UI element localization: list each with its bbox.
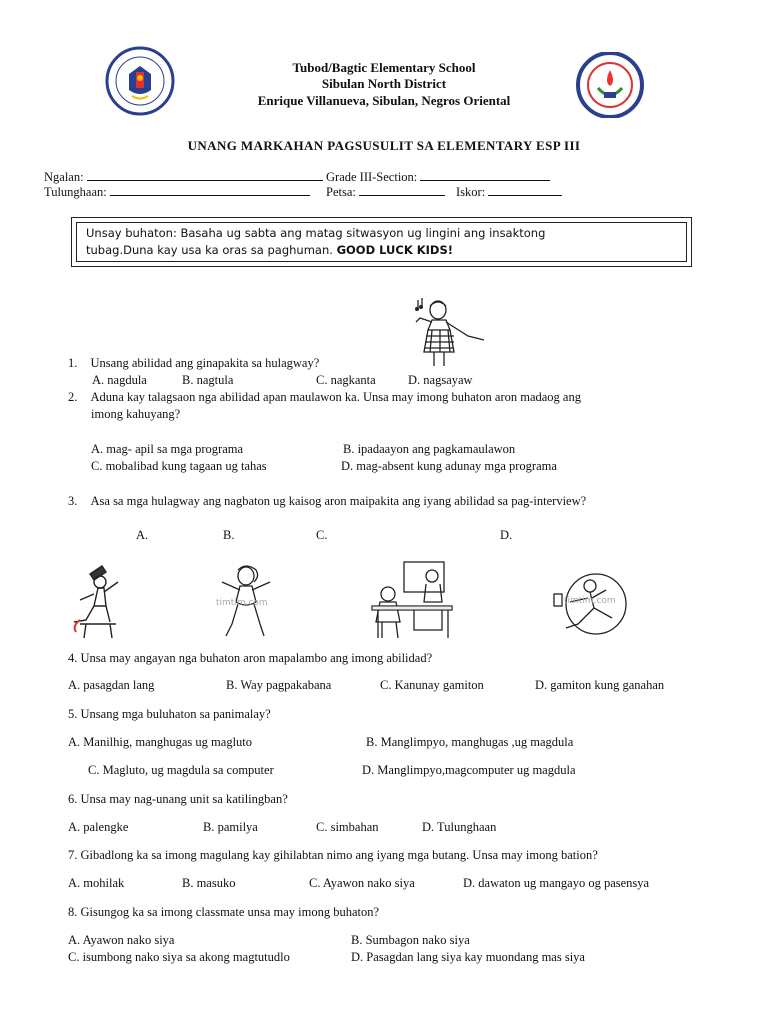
exam-title: UNANG MARKAHAN PAGSUSULIT SA ELEMENTARY ESP III bbox=[187, 138, 581, 153]
q8-choice-b[interactable]: B. Sumbagon nako siya bbox=[351, 933, 470, 947]
q7-choice-b[interactable]: B. masuko bbox=[182, 876, 236, 890]
q1-choice-c[interactable]: C. nagkanta bbox=[316, 373, 376, 387]
q3-picture-a[interactable] bbox=[50, 560, 138, 640]
iskor-label: Iskor: bbox=[456, 185, 486, 199]
watermark-d: timtim.com bbox=[564, 596, 616, 606]
iskor-line[interactable] bbox=[488, 184, 562, 196]
q4-choice-b[interactable]: B. Way pagpakabana bbox=[226, 678, 332, 692]
q1-text: Unsang abilidad ang ginapakita sa hulagway? bbox=[90, 356, 320, 370]
q3-picture-b[interactable] bbox=[208, 562, 284, 640]
q6-choice-a[interactable]: A. palengke bbox=[68, 820, 129, 834]
instructions-text1: Basaha ug sabta ang matag sitwasyon ug lingini ang insaktong bbox=[176, 226, 546, 240]
q5-choice-d[interactable]: D. Manglimpyo,magcomputer ug magdula bbox=[362, 763, 576, 777]
question-2 bbox=[68, 390, 581, 405]
q3-text: Asa sa mga hulagway ang nagbaton ug kaisog aron maipakita ang iyang abilidad sa pag-interview? bbox=[90, 494, 587, 508]
grade-label: Grade III-Section: bbox=[326, 170, 418, 184]
q2-text: Aduna kay talagsaon nga abilidad apan maulawon ka. Unsa may imong buhaton aron madaog ang bbox=[90, 390, 581, 404]
q2-choice-a[interactable]: A. mag- apil sa mga programa bbox=[91, 442, 244, 456]
ngalan-line[interactable] bbox=[87, 169, 323, 181]
q3-choice-b[interactable]: B. bbox=[223, 528, 235, 542]
instructions bbox=[86, 225, 681, 259]
q1-choice-b[interactable]: B. nagtula bbox=[182, 373, 234, 387]
q3-number: 3. bbox=[68, 494, 78, 508]
q3-picture-d[interactable] bbox=[548, 568, 644, 640]
petsa-field[interactable] bbox=[326, 184, 445, 200]
q4-choice-c[interactable]: C. Kanunay gamiton bbox=[380, 678, 484, 692]
q5-choice-c[interactable]: C. Magluto, ug magdula sa computer bbox=[88, 763, 274, 777]
q2-choice-c[interactable]: C. mobalibad kung tagaan ug tahas bbox=[91, 459, 267, 473]
iskor-field[interactable] bbox=[456, 184, 562, 200]
q7-choice-a[interactable]: A. mohilak bbox=[68, 876, 125, 890]
question-3 bbox=[68, 494, 586, 509]
question-1 bbox=[68, 356, 319, 371]
q2-choice-b[interactable]: B. ipadaayon ang pagkamaulawon bbox=[343, 442, 516, 456]
question-6: 6. Unsa may nag-unang unit sa katilingban? bbox=[68, 792, 288, 806]
ngalan-field[interactable] bbox=[44, 169, 323, 185]
q3-choice-a[interactable]: A. bbox=[136, 528, 149, 542]
question-8: 8. Gisungog ka sa imong classmate unsa may imong buhaton? bbox=[68, 905, 380, 919]
q8-choice-a[interactable]: A. Ayawon nako siya bbox=[68, 933, 175, 947]
q6-choice-b[interactable]: B. pamilya bbox=[203, 820, 258, 834]
q1-choice-a[interactable]: A. nagdula bbox=[92, 373, 147, 387]
school-address: Enrique Villanueva, Sibulan, Negros Oriental bbox=[257, 93, 511, 108]
q2-choice-d[interactable]: D. mag-absent kung adunay mga programa bbox=[341, 459, 557, 473]
q7-choice-c[interactable]: C. Ayawon nako siya bbox=[309, 876, 415, 890]
q5-choice-b[interactable]: B. Manglimpyo, manghugas ,ug magdula bbox=[366, 735, 574, 749]
ngalan-label: Ngalan: bbox=[44, 170, 84, 184]
good-luck-text: GOOD LUCK KIDS! bbox=[336, 243, 453, 257]
school-name: Tubod/Bagtic Elementary School bbox=[292, 60, 476, 75]
question-4: 4. Unsa may angayan nga buhaton aron mapalambo ang imong abilidad? bbox=[68, 651, 433, 665]
q3-picture-c[interactable] bbox=[368, 558, 454, 640]
q5-choice-a[interactable]: A. Manilhig, manghugas ug magluto bbox=[68, 735, 253, 749]
district-name: Sibulan North District bbox=[321, 76, 447, 91]
q8-choice-c[interactable]: C. isumbong nako siya sa akong magtutudlo bbox=[68, 950, 290, 964]
q3-choice-d[interactable]: D. bbox=[500, 528, 513, 542]
petsa-label: Petsa: bbox=[326, 185, 356, 199]
tulunghaan-label: Tulunghaan: bbox=[44, 185, 107, 199]
q7-choice-d[interactable]: D. dawaton ug mangayo og pasensya bbox=[463, 876, 650, 890]
q4-choice-a[interactable]: A. pasagdan lang bbox=[68, 678, 155, 692]
watermark-b: timtim.com bbox=[216, 598, 268, 608]
grade-field[interactable] bbox=[326, 169, 550, 185]
q6-choice-d[interactable]: D. Tulunghaan bbox=[422, 820, 497, 834]
question-5: 5. Unsang mga buluhaton sa panimalay? bbox=[68, 707, 271, 721]
q2-text-line2: imong kahuyang? bbox=[91, 407, 181, 421]
q2-number: 2. bbox=[68, 390, 78, 404]
q8-choice-d[interactable]: D. Pasagdan lang siya kay muondang mas siya bbox=[351, 950, 585, 964]
tulunghaan-field[interactable] bbox=[44, 184, 310, 200]
q4-choice-d[interactable]: D. gamiton kung ganahan bbox=[535, 678, 665, 692]
grade-line[interactable] bbox=[420, 169, 550, 181]
question-7: 7. Gibadlong ka sa imong magulang kay gihilabtan nimo ang iyang mga butang. Unsa may imong bation? bbox=[68, 848, 598, 862]
singing-girl-picture bbox=[398, 296, 502, 368]
instructions-text2: tubag.Duna kay usa ka oras sa paghuman. bbox=[86, 243, 337, 257]
q1-choice-d[interactable]: D. nagsayaw bbox=[408, 373, 473, 387]
tulunghaan-line[interactable] bbox=[110, 184, 310, 196]
q6-choice-c[interactable]: C. simbahan bbox=[316, 820, 379, 834]
q1-number: 1. bbox=[68, 356, 78, 370]
petsa-line[interactable] bbox=[359, 184, 445, 196]
q3-choice-c[interactable]: C. bbox=[316, 528, 328, 542]
instructions-label: Unsay buhaton: bbox=[86, 226, 177, 240]
